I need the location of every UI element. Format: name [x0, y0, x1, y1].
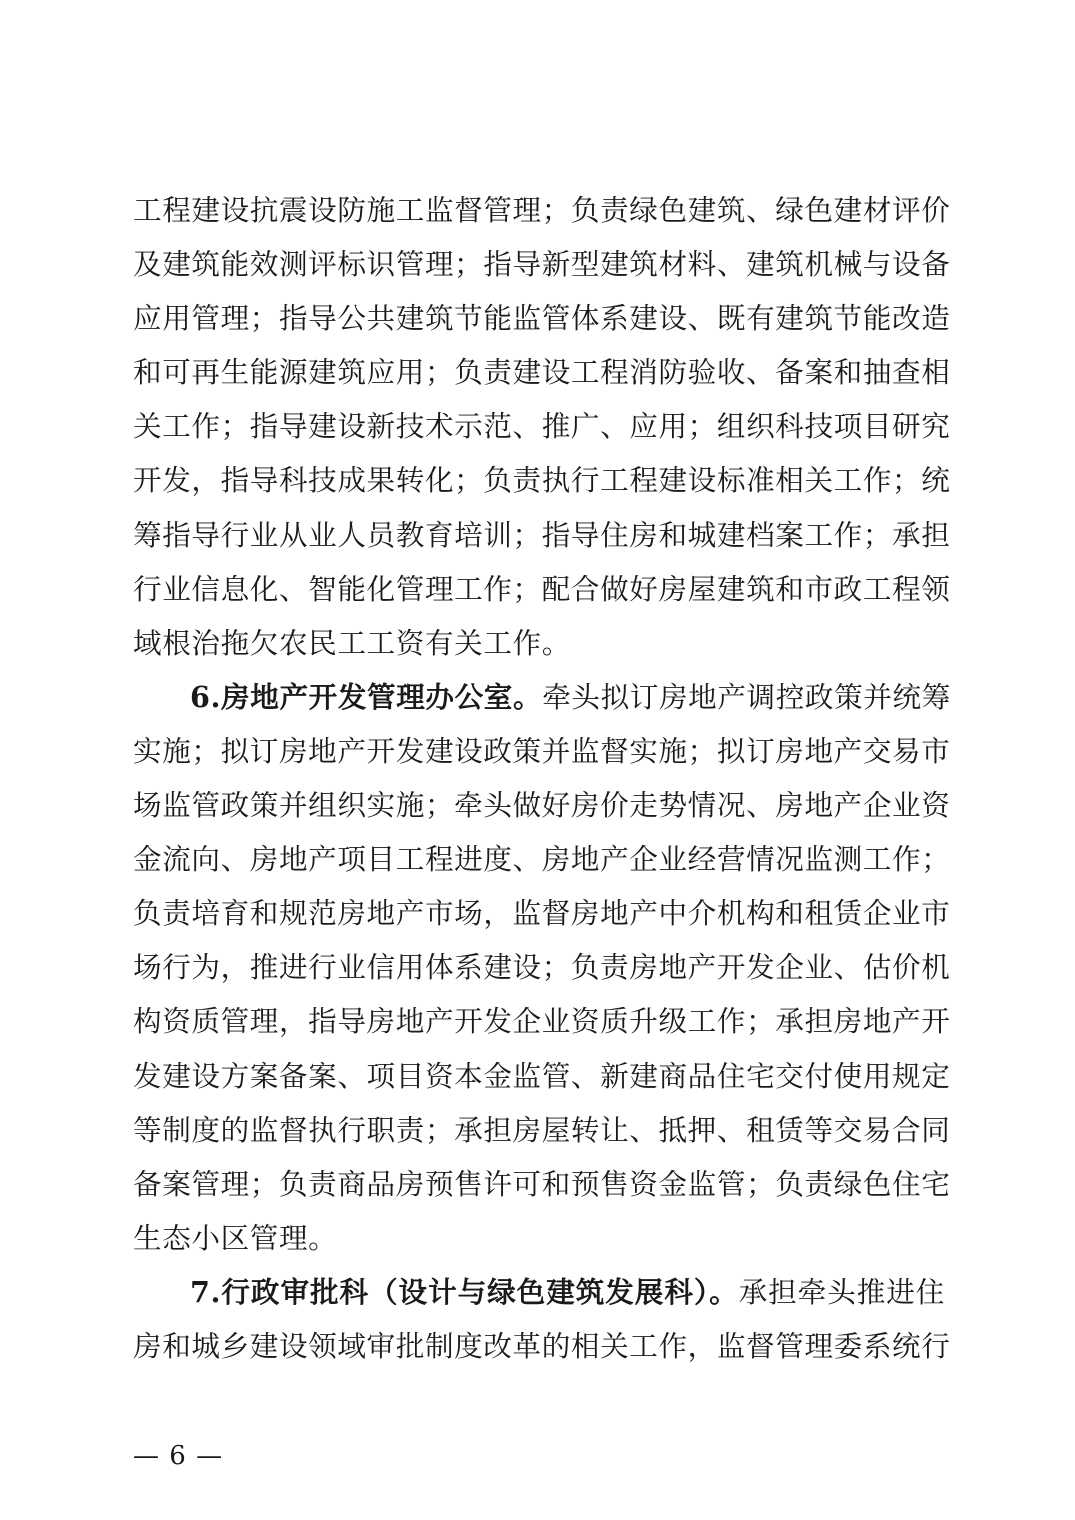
text-line: 及建筑能效测评标识管理；指导新型建筑材料、建筑机械与设备: [133, 247, 951, 282]
page-number: — 6 —: [133, 1441, 224, 1471]
text-line: 实施；拟订房地产开发建设政策并监督实施；拟订房地产交易市: [133, 733, 951, 768]
text-line: 工程建设抗震设防施工监督管理；负责绿色建筑、绿色建材评价: [133, 193, 951, 227]
text-line: 域根治拖欠农民工工资有关工作。: [133, 625, 571, 660]
section-first-line: [133, 670, 951, 724]
text-line: 发建设方案备案、项目资本金监管、新建商品住宅交付使用规定: [133, 1058, 951, 1093]
text-line: 和可再生能源建筑应用；负责建设工程消防验收、备案和抽查相: [133, 355, 951, 390]
body-text: [133, 183, 951, 1373]
text-line: 负责培育和规范房地产市场，监督房地产中介机构和租赁企业市: [133, 896, 951, 931]
text-line: 生态小区管理。: [133, 1220, 338, 1255]
text-line: 构资质管理，指导房地产开发企业资质升级工作；承担房地产开: [133, 1004, 951, 1039]
text-line: 备案管理；负责商品房预售许可和预售资金监管；负责绿色住宅: [133, 1166, 951, 1201]
text-line: 金流向、房地产项目工程进度、房地产企业经营情况监测工作；: [133, 842, 951, 877]
text-line: 场监管政策并组织实施；牵头做好房价走势情况、房地产企业资: [133, 788, 951, 823]
text-line: 行业信息化、智能化管理工作；配合做好房屋建筑和市政工程领: [133, 571, 951, 606]
text-line: 房和城乡建设领域审批制度改革的相关工作，监督管理委系统行: [133, 1328, 951, 1363]
text-line: 场行为，推进行业信用体系建设；负责房地产开发企业、估价机: [133, 950, 951, 985]
text-line: 等制度的监督执行职责；承担房屋转让、抵押、租赁等交易合同: [133, 1112, 951, 1147]
text-line: 筹指导行业从业人员教育培训；指导住房和城建档案工作；承担: [133, 517, 951, 552]
section-heading-6-text: 牵头拟订房地产调控政策并统筹: [542, 679, 951, 714]
text-line: 关工作；指导建设新技术示范、推广、应用；组织科技项目研究: [133, 409, 951, 444]
section-heading-7-text: 承担牵头推进住: [738, 1274, 945, 1309]
section-first-line: [133, 1265, 945, 1319]
section-heading-6: 6.房地产开发管理办公室。: [190, 679, 543, 714]
section-heading-7: 7.行政审批科（设计与绿色建筑发展科）。: [190, 1274, 739, 1309]
text-line: 应用管理；指导公共建筑节能监管体系建设、既有建筑节能改造: [133, 301, 951, 336]
text-line: 开发，指导科技成果转化；负责执行工程建设标准相关工作；统: [133, 463, 951, 498]
